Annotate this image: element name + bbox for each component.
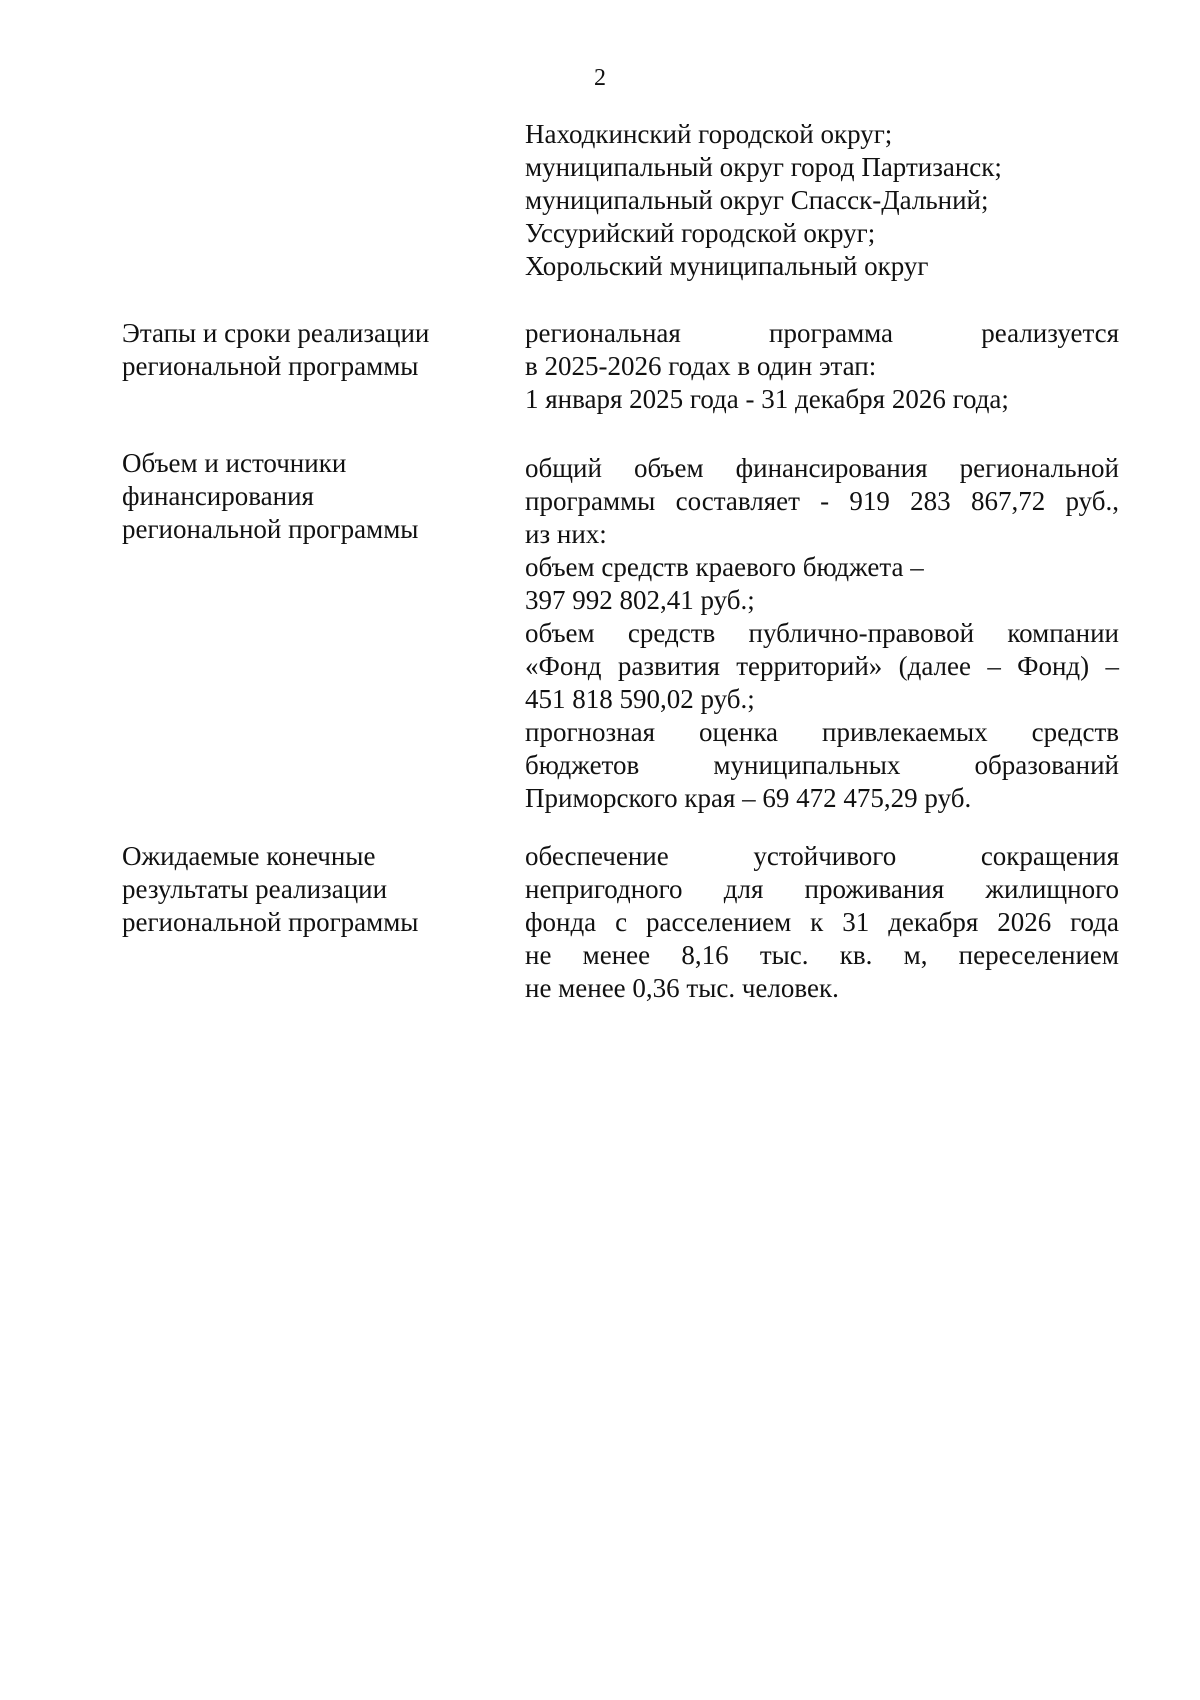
funding-value-line: «Фонд развития территорий» (далее – Фонд) – — [525, 651, 1119, 681]
funding-label-line: Объем и источники — [122, 448, 347, 478]
funding-value-line: из них: — [525, 519, 607, 549]
results-label — [122, 840, 472, 939]
stages-value-line: в 2025-2026 годах в один этап: — [525, 351, 877, 381]
funding-value-line: прогнозная оценка привлекаемых средств — [525, 717, 1119, 747]
funding-label-line: региональной программы — [122, 514, 419, 544]
results-value — [525, 840, 1119, 1005]
municipality-line: Хорольский муниципальный округ — [525, 251, 929, 281]
funding-value-line: 451 818 590,02 руб.; — [525, 684, 755, 714]
funding-value-line: объем средств публично-правовой компании — [525, 618, 1119, 648]
municipality-line: муниципальный округ город Партизанск; — [525, 152, 1002, 182]
municipality-line: муниципальный округ Спасск-Дальний; — [525, 185, 989, 215]
stages-label-line: региональной программы — [122, 351, 419, 381]
results-label-line: региональной программы — [122, 907, 419, 937]
results-label-line: результаты реализации — [122, 874, 388, 904]
results-value-line: не менее 0,36 тыс. человек. — [525, 973, 839, 1003]
stages-label-line: Этапы и сроки реализации — [122, 318, 430, 348]
results-value-line: не менее 8,16 тыс. кв. м, переселением — [525, 940, 1119, 970]
funding-value-line: бюджетов муниципальных образований — [525, 750, 1119, 780]
funding-value-line: Приморского края – 69 472 475,29 руб. — [525, 783, 972, 813]
funding-value-line: общий объем финансирования региональной — [525, 453, 1119, 483]
funding-value — [525, 452, 1119, 815]
municipalities-list — [525, 118, 1119, 283]
municipality-line: Уссурийский городской округ; — [525, 218, 876, 248]
funding-value-line: 397 992 802,41 руб.; — [525, 585, 755, 615]
funding-label — [122, 447, 472, 546]
funding-value-line: объем средств краевого бюджета – — [525, 552, 924, 582]
results-value-line: фонда с расселением к 31 декабря 2026 года — [525, 907, 1119, 937]
page-number: 2 — [594, 65, 606, 91]
results-value-line: обеспечение устойчивого сокращения — [525, 841, 1119, 871]
municipality-line: Находкинский городской округ; — [525, 119, 893, 149]
results-value-line: непригодного для проживания жилищного — [525, 874, 1119, 904]
stages-value-line: 1 января 2025 года - 31 декабря 2026 года; — [525, 384, 1009, 414]
results-label-line: Ожидаемые конечные — [122, 841, 376, 871]
stages-label — [122, 317, 472, 383]
funding-value-line: программы составляет - 919 283 867,72 руб., — [525, 486, 1119, 516]
stages-value — [525, 317, 1119, 416]
stages-value-line: региональная программа реализуется — [525, 318, 1119, 348]
funding-label-line: финансирования — [122, 481, 314, 511]
